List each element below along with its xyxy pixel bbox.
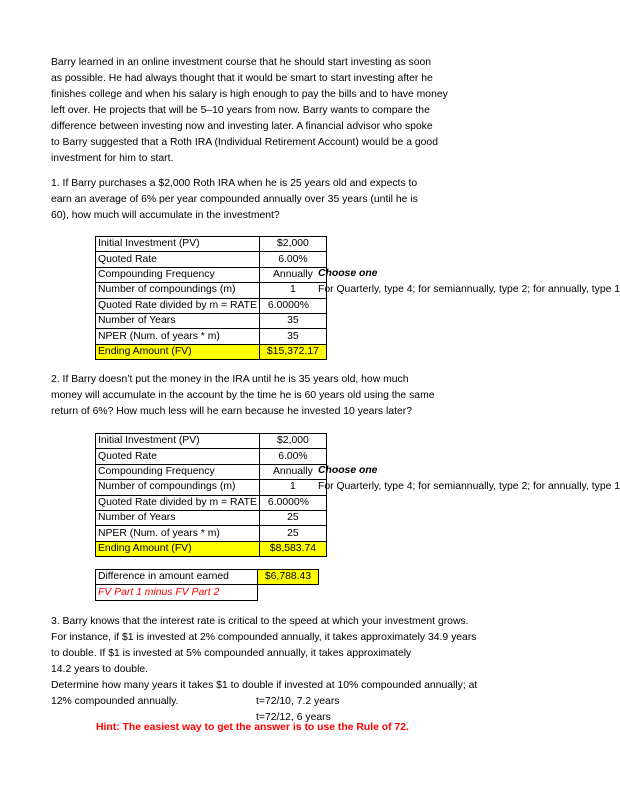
table-row [96,480,327,495]
intro-line: as possible. He had always thought that it would be smart to start investing after he [51,73,433,84]
question-2 [51,372,471,420]
row-value[interactable]: 35 [259,329,326,344]
row-label: Ending Amount (FV) [96,344,260,359]
table-row [96,570,319,585]
question-line: Determine how many years it takes $1 to double if invested at 10% compounded annually; at [51,680,478,691]
row-label: Ending Amount (FV) [96,541,260,556]
row-value[interactable]: 6.00% [259,449,326,464]
question-line: earn an average of 6% per year compounded annually over 35 years (until he is [51,194,418,205]
row-value[interactable]: $2,000 [259,434,326,449]
difference-note: FV Part 1 minus FV Part 2 [96,585,258,600]
table-row [96,267,327,282]
question-line: 60), how much will accumulate in the investment? [51,210,280,221]
table-row [96,298,327,313]
row-label: Quoted Rate [96,252,260,267]
intro-line: to Barry suggested that a Roth IRA (Individual Retirement Account) would be a good [51,137,438,148]
question-line: For instance, if $1 is invested at 2% compounded annually, it takes approximately 34.9 years [51,632,477,643]
row-label: Number of Years [96,510,260,525]
choose-one-label: Choose one [318,268,378,279]
answer-10-percent[interactable]: t=72/10, 7.2 years [256,696,340,707]
table-row [96,434,327,449]
difference-value[interactable]: $6,788.43 [258,570,319,585]
difference-label: Difference in amount earned [96,570,258,585]
row-value[interactable]: 25 [259,510,326,525]
table-row [96,313,327,328]
row-value[interactable]: 1 [259,283,326,298]
frequency-note: For Quarterly, type 4; for semiannually, type 2; for annually, type 1 [318,481,620,492]
question-line: to double. If $1 is invested at 5% compounded annually, it takes approximately [51,648,412,659]
table-row [96,585,319,600]
question-1 [51,176,471,224]
hint-text: Hint: The easiest way to get the answer is to use the Rule of 72. [96,722,409,733]
row-value[interactable]: 6.00% [259,252,326,267]
question-line: 2. If Barry doesn’t put the money in the IRA until he is 35 years old, how much [51,374,409,385]
row-value[interactable]: $2,000 [259,237,326,252]
row-label: Number of compoundings (m) [96,480,260,495]
difference-table [95,569,319,601]
ending-amount-row [96,541,327,556]
choose-one-label: Choose one [318,465,378,476]
row-label: Quoted Rate divided by m = RATE [96,298,260,313]
table-row [96,283,327,298]
table-row [96,449,327,464]
row-label: NPER (Num. of years * m) [96,526,260,541]
question-line: 14.2 years to double. [51,664,149,675]
answer-12-percent[interactable]: t=72/12, 6 years [256,712,331,723]
ending-amount-row [96,344,327,359]
intro-line: finishes college and when his salary is high enough to pay the bills and to have money [51,89,448,100]
row-label: NPER (Num. of years * m) [96,329,260,344]
row-label: Compounding Frequency [96,464,260,479]
table-row [96,495,327,510]
intro-paragraph [51,55,471,167]
table-row [96,510,327,525]
question-line: 12% compounded annually. [51,696,179,707]
table-row [96,329,327,344]
row-label: Compounding Frequency [96,267,260,282]
table-row [96,526,327,541]
row-value[interactable]: Annually [259,464,326,479]
table-row [96,464,327,479]
frequency-note: For Quarterly, type 4; for semiannually, type 2; for annually, type 1 [318,284,620,295]
question-line: money will accumulate in the account by the time he is 60 years old using the same [51,390,435,401]
intro-line: Barry learned in an online investment course that he should start investing as soon [51,57,432,68]
row-value[interactable]: 6.0000% [259,298,326,313]
table-row [96,252,327,267]
row-value[interactable]: 6.0000% [259,495,326,510]
investment-table-1 [95,236,327,360]
question-line: return of 6%? How much less will he earn because he invested 10 years later? [51,406,412,417]
table-row [96,237,327,252]
intro-line: difference between investing now and investing later. A financial advisor who spoke [51,121,433,132]
investment-table-2 [95,433,327,557]
row-value[interactable]: 1 [259,480,326,495]
question-line: 1. If Barry purchases a $2,000 Roth IRA when he is 25 years old and expects to [51,178,418,189]
row-label: Initial Investment (PV) [96,434,260,449]
row-value[interactable]: 35 [259,313,326,328]
row-label: Number of Years [96,313,260,328]
row-label: Quoted Rate divided by m = RATE [96,495,260,510]
question-line: 3. Barry knows that the interest rate is critical to the speed at which your investment grows. [51,616,469,627]
ending-amount-value[interactable]: $15,372.17 [259,344,326,359]
intro-line: investment for him to start. [51,153,174,164]
ending-amount-value[interactable]: $8,583.74 [259,541,326,556]
row-label: Quoted Rate [96,449,260,464]
row-label: Initial Investment (PV) [96,237,260,252]
row-value[interactable]: Annually [259,267,326,282]
row-label: Number of compoundings (m) [96,283,260,298]
row-value[interactable]: 25 [259,526,326,541]
intro-line: left over. He projects that will be 5–10 years from now. Barry wants to compare the [51,105,430,116]
